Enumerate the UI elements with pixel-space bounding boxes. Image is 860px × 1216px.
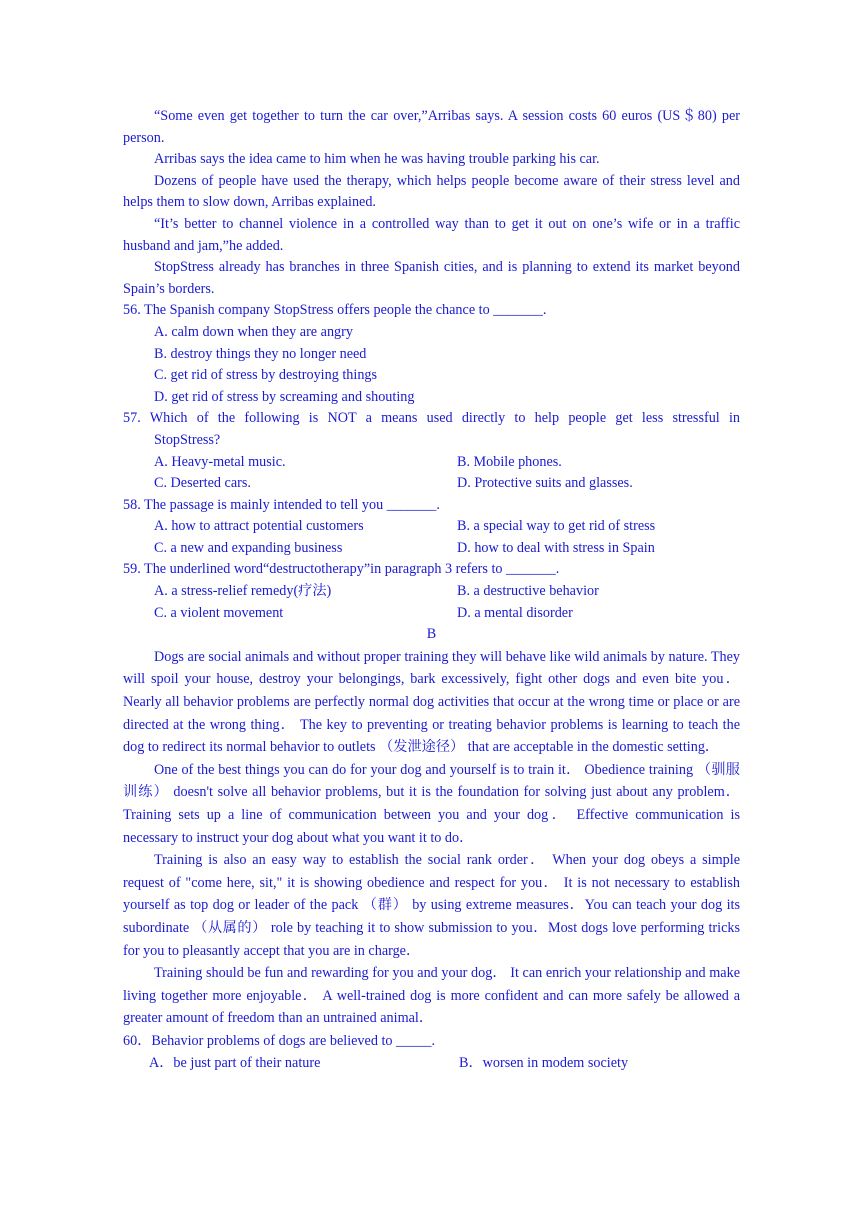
paragraph: StopStress already has branches in three Spanish cities, and is planning to extend its market beyond Spain’s borders.: [123, 259, 740, 297]
question-59-option-a: A. a stress-relief remedy(疗法): [154, 583, 332, 600]
question-60-options-row1: [123, 1052, 740, 1074]
paragraph: “Some even get together to turn the car over,”Arribas says. A session costs 60 euros (US＄80) per person.: [123, 108, 740, 146]
question-58-options-row1: [123, 516, 740, 538]
question-59-options-row1: [123, 581, 740, 603]
question-57-option-a: A. Heavy-metal music.: [154, 453, 286, 470]
paragraph: Dozens of people have used the therapy, which helps people become aware of their stress level and helps them to slow down, Arribas explained.: [123, 172, 740, 211]
paragraph: “It’s better to channel violence in a controlled way than to get it out on one’s wife or in a traffic husband and jam,”he added.: [123, 215, 740, 254]
question-56-option-c: C. get rid of stress by destroying things: [154, 367, 378, 384]
question-59-option-b: B. a destructive behavior: [457, 583, 599, 600]
question-56-stem: 56. The Spanish company StopStress offers people the chance to _______.: [123, 302, 547, 319]
question-59-stem: 59. The underlined word“destructotherapy”in paragraph 3 refers to _______.: [123, 561, 560, 578]
question-57-options-row1: [123, 452, 740, 474]
question-57-options-row2: [123, 473, 740, 495]
question-57-stem-cont: StopStress?: [154, 431, 221, 448]
question-58-option-c: C. a new and expanding business: [154, 539, 343, 556]
question-57-option-d: D. Protective suits and glasses.: [457, 475, 633, 492]
question-56-option-d: D. get rid of stress by screaming and shouting: [154, 388, 415, 405]
paragraph: Training is also an easy way to establish the social rank order． When your dog obeys a simple request of "come here, sit," it is showing obedience and respect for you． It is not necessary to establish yourself as top dog or leader of the pack （群） by using extreme measures．You can teach your dog its subordinate （从属的） role by teaching it to show submission to you．Most dogs love performing tricks for you to pleasantly accept that you are in charge．: [123, 852, 740, 959]
question-58-options-row2: [123, 538, 740, 560]
question-56-option-a: A. calm down when they are angry: [154, 323, 353, 340]
question-56-option-b: B. destroy things they no longer need: [154, 345, 367, 362]
paragraph: Arribas says the idea came to him when he was having trouble parking his car.: [154, 151, 600, 168]
section-b-heading: B: [426, 626, 437, 643]
question-59-option-d: D. a mental disorder: [457, 604, 573, 621]
question-60-option-b: B．worsen in modem society: [459, 1054, 629, 1071]
question-58-stem: 58. The passage is mainly intended to tell you _______.: [123, 496, 440, 513]
paragraph: Training should be fun and rewarding for you and your dog． It can enrich your relationship and make living together more enjoyable． A well-trained dog is more confident and can more safely be allowed a greater amount of freedom than an untrained animal．: [123, 965, 740, 1027]
question-57-option-c: C. Deserted cars.: [154, 475, 251, 492]
paragraph: One of the best things you can do for your dog and yourself is to train it． Obedience training （驯服训练） doesn't solve all behavior problems, but it is the foundation for solving just about any problem． Training sets up a line of communication between you and your dog． Effective communication is necessary to instruct your dog about what you want it to do．: [123, 761, 740, 846]
question-60-stem: 60．Behavior problems of dogs are believed to _____.: [123, 1032, 436, 1049]
question-59-options-row2: [123, 603, 740, 625]
question-59-option-c: C. a violent movement: [154, 604, 284, 621]
question-57-option-b: B. Mobile phones.: [457, 453, 562, 470]
question-60-option-a: A．be just part of their nature: [149, 1054, 321, 1071]
question-58-option-b: B. a special way to get rid of stress: [457, 518, 656, 535]
document-page: [123, 106, 740, 1074]
question-57-stem: 57. Which of the following is NOT a means used directly to help people get less stressful in: [123, 410, 740, 427]
question-58-option-d: D. how to deal with stress in Spain: [457, 539, 655, 556]
paragraph: Dogs are social animals and without proper training they will behave like wild animals by nature. They will spoil your house, destroy your belongings, bark excessively, fight other dogs and even bite you． Nearly all behavior problems are perfectly normal dog activities that occur at the wrong time or place or are directed at the wrong thing． The key to preventing or treating behavior problems is learning to teach the dog to redirect its normal behavior to outlets （发泄途径） that are acceptable in the domestic setting．: [123, 648, 740, 756]
question-58-option-a: A. how to attract potential customers: [154, 518, 364, 535]
